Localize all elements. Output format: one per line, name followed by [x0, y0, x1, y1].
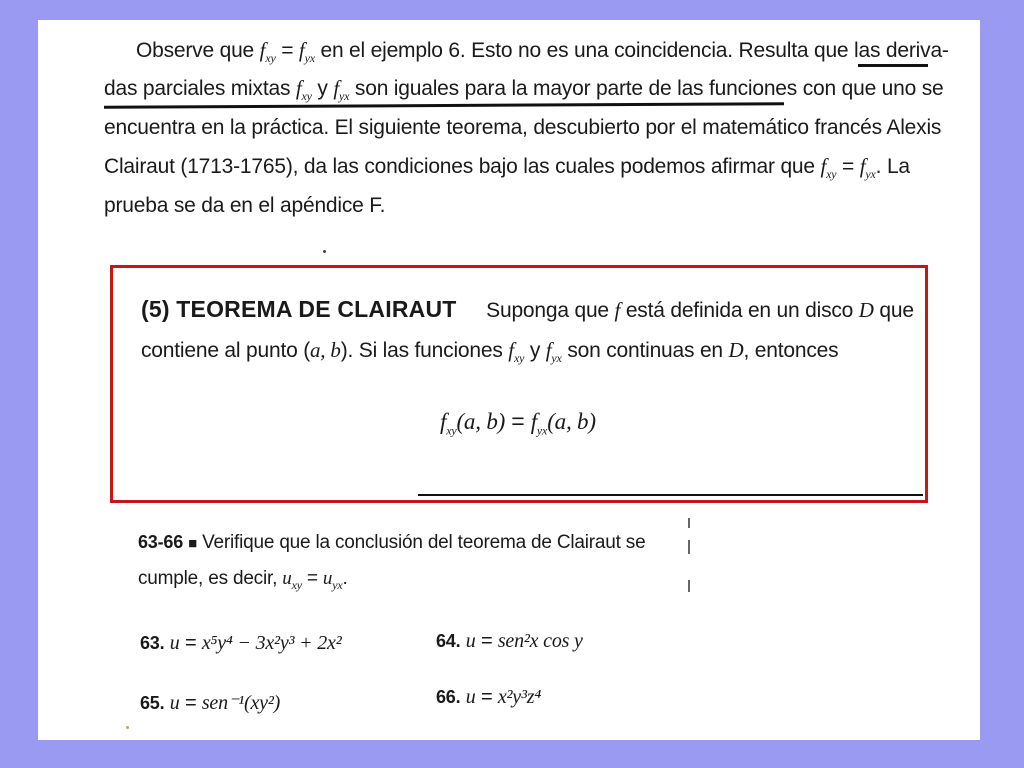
intro-line-2 — [104, 76, 944, 104]
underline-mark — [858, 64, 928, 67]
math-eq: = — [505, 408, 531, 434]
math-eq: = — [475, 686, 498, 708]
scan-speck — [323, 250, 326, 253]
math-eq: = — [301, 568, 323, 589]
math-sub: yx — [304, 51, 315, 66]
math-f: f — [440, 409, 447, 434]
math-D: D — [858, 298, 874, 322]
math-sub: yx — [332, 577, 343, 592]
math-eq: = — [836, 155, 860, 178]
intro-line-1 — [136, 38, 949, 66]
math-eq: = — [275, 39, 299, 62]
textbook-page — [38, 20, 980, 740]
math-expression: x⁵y⁴ − 3x²y³ + 2x² — [201, 632, 342, 654]
scan-speck — [126, 726, 129, 729]
intro-text: das parciales mixtas — [104, 77, 296, 100]
theorem-title: (5) TEOREMA DE CLAIRAUT — [141, 296, 457, 322]
intro-text: encuentra en la práctica. El siguiente teorema, descubierto por el matemático francés Alexis — [104, 116, 942, 139]
scan-mark — [688, 580, 690, 592]
theorem-text: contiene al punto ( — [141, 339, 310, 362]
math-D: D — [728, 338, 744, 362]
exercise-number: 63. — [140, 633, 165, 653]
math-args: (a, b) — [456, 409, 506, 434]
scan-mark — [688, 518, 690, 528]
math-eq: = — [179, 632, 202, 654]
math-sub: xy — [291, 577, 302, 592]
intro-line-4 — [104, 154, 910, 182]
intro-text: en el ejemplo 6. Esto no es una coincidencia. Resulta que las deriva- — [314, 39, 949, 62]
math-sub: yx — [551, 351, 562, 366]
box-bottom-rule — [418, 494, 923, 496]
intro-text: prueba se da en el apéndice F. — [104, 194, 386, 217]
exercise-range: 63-66 — [138, 532, 184, 552]
theorem-text: ). Si las funciones — [340, 339, 509, 362]
theorem-text: , entonces — [743, 339, 839, 362]
math-sub: xy — [826, 167, 837, 182]
theorem-line-2 — [141, 338, 838, 366]
math-sub: yx — [865, 167, 876, 182]
math-u: u — [169, 632, 180, 654]
square-icon: ■ — [188, 535, 198, 552]
math-f: f — [530, 409, 537, 434]
exercise-text: Verifique que la conclusión del teorema de Clairaut se — [197, 532, 646, 553]
intro-text: Clairaut (1713-1765), da las condiciones bajo las cuales podemos afirmar que — [104, 155, 821, 178]
theorem-text: Suponga que — [486, 299, 615, 322]
math-sub: yx — [339, 89, 350, 104]
math-u: u — [169, 692, 180, 714]
math-f: f — [614, 298, 621, 322]
intro-text: Observe que — [136, 39, 260, 62]
theorem-line-1 — [141, 296, 914, 323]
exercises-line-2 — [138, 568, 348, 593]
math-f: f — [508, 338, 514, 362]
math-expression: x²y³z⁴ — [497, 686, 542, 708]
exercise-64 — [436, 630, 583, 653]
intro-line-3 — [104, 116, 941, 140]
math-f: f — [298, 38, 305, 62]
math-args: (a, b) — [547, 409, 596, 434]
math-expression: sen⁻¹(xy²) — [201, 692, 281, 714]
math-f: f — [859, 154, 866, 178]
scan-mark — [688, 540, 690, 554]
math-eq: = — [475, 630, 498, 652]
math-f: f — [545, 338, 552, 362]
math-f: f — [333, 76, 340, 100]
math-sub: yx — [536, 423, 548, 438]
theorem-formula — [440, 408, 596, 439]
math-sub: xy — [301, 89, 312, 104]
theorem-text: que — [873, 299, 914, 322]
intro-line-5 — [104, 194, 385, 218]
math-sub: xy — [265, 51, 276, 66]
intro-text: son iguales para la mayor parte de las funciones con que uno se — [349, 77, 944, 100]
exercise-number: 66. — [436, 687, 461, 707]
math-f: f — [259, 38, 266, 62]
theorem-text: está definida en un disco — [620, 299, 859, 322]
exercise-text: . — [342, 568, 348, 589]
exercises-line-1 — [138, 532, 645, 554]
math-eq: = — [179, 692, 202, 714]
exercise-66 — [436, 686, 541, 709]
math-f: f — [820, 154, 827, 178]
exercise-65 — [140, 690, 280, 715]
intro-text: y — [311, 77, 334, 100]
exercise-63 — [140, 632, 341, 655]
math-sub: xy — [513, 351, 525, 366]
exercise-number: 64. — [436, 631, 461, 651]
math-sub: xy — [446, 423, 457, 438]
exercise-number: 65. — [140, 693, 165, 713]
theorem-text: y — [524, 339, 546, 362]
math-u: u — [282, 568, 292, 589]
math-u: u — [465, 630, 476, 652]
exercise-text: cumple, es decir, — [138, 568, 283, 589]
theorem-text: son continuas en — [561, 339, 729, 362]
math-u: u — [465, 686, 476, 708]
math-u: u — [322, 568, 333, 589]
math-expression: sen²x cos y — [497, 630, 583, 652]
math-point: a, b — [310, 338, 341, 362]
math-f: f — [295, 76, 302, 100]
intro-text: . La — [875, 155, 910, 178]
